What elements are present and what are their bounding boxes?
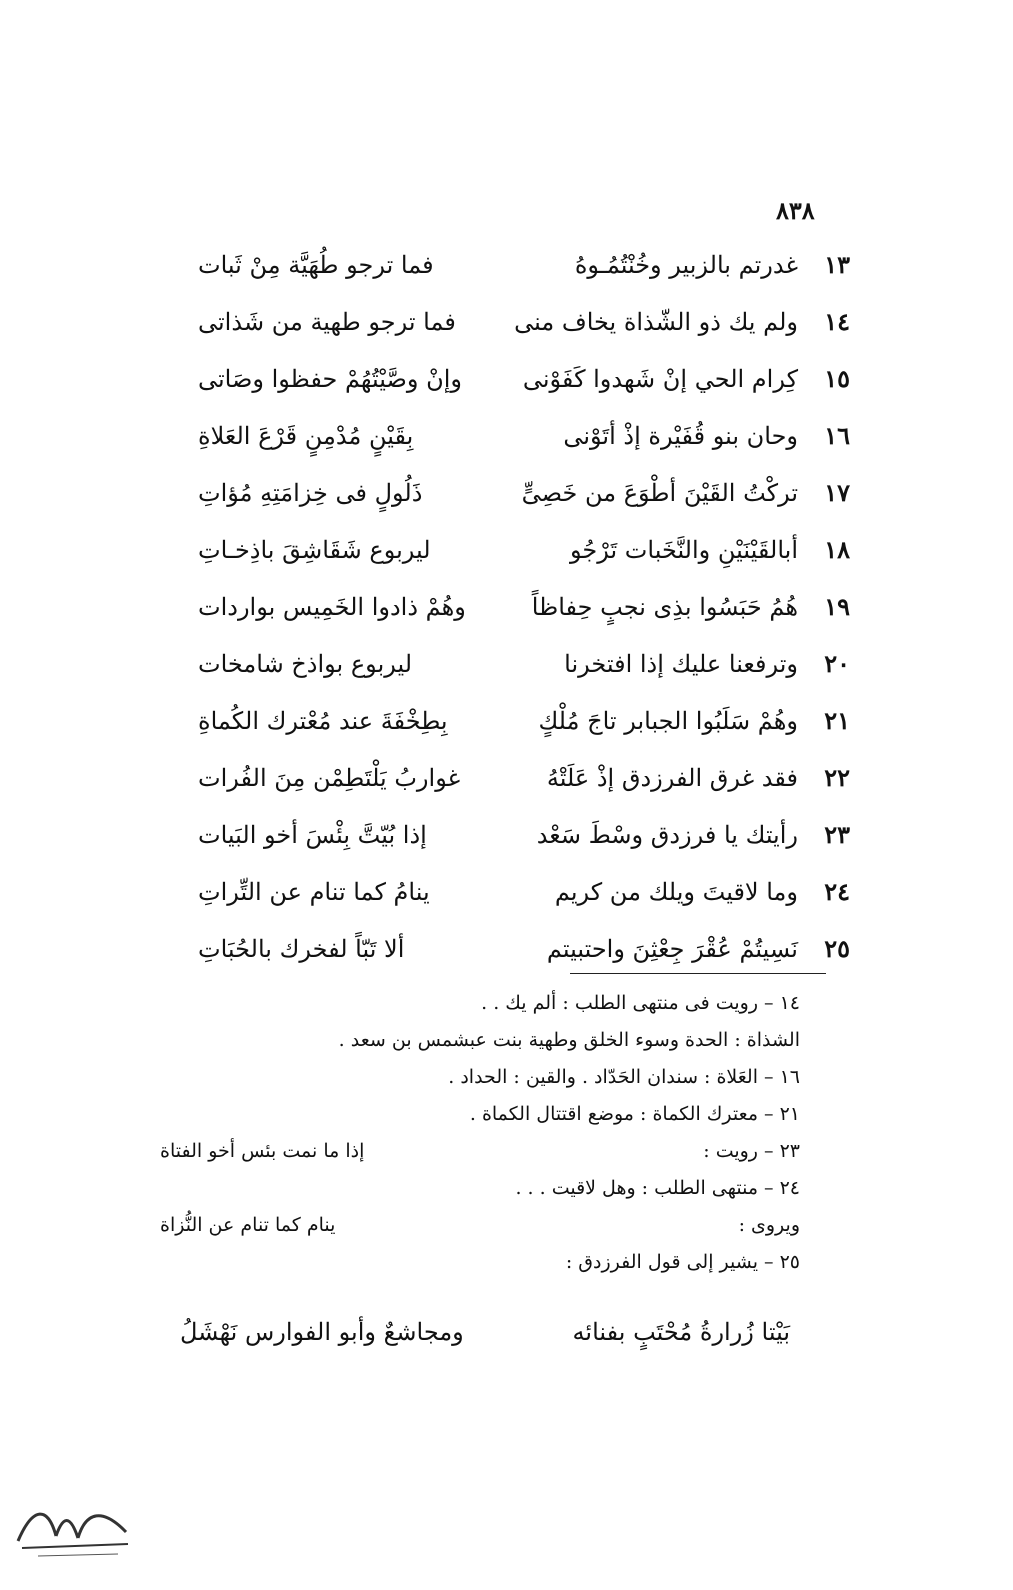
footnote-text: ١٤ – رويت فى منتهى الطلب : ألم يك . .	[481, 992, 800, 1014]
footnote-line	[160, 1096, 800, 1133]
verse-second-hemistich: بِطِخْفَةَ عند مُعْترك الكُماةِ	[198, 706, 448, 735]
footnote-text: الشذاة : الحدة وسوء الخلق وطهية بنت عبشمس بن سعد .	[338, 1029, 800, 1051]
verse-list	[190, 236, 850, 977]
footnote-line	[160, 1244, 800, 1281]
verse-first-hemistich: فقد غرق الفرزدق إذْ عَلَتْهُ	[546, 763, 798, 792]
verse-line	[190, 806, 850, 863]
verse-line	[190, 863, 850, 920]
verse-second-hemistich: ليربوع بواذخ شامخات	[198, 649, 413, 678]
verse-first-hemistich: ولم يك ذو الشّذاة يخاف منى	[514, 307, 798, 336]
verse-first-hemistich: تركْتُ القَيْنَ أطْوَعَ من خَصِىٍّ	[521, 478, 798, 507]
library-seal-icon	[8, 1486, 138, 1566]
verse-second-hemistich: ذَلُولٍ فى خِزامَتِهِ مُؤاتِ	[198, 478, 423, 507]
verse-second-hemistich: ينامُ كما تنام عن التِّراتِ	[198, 877, 430, 906]
footnote-text: ٢١ – معترك الكماة : موضع اقتتال الكماة .	[469, 1103, 800, 1125]
verse-first-hemistich: هُمُ حَبَسُوا بذِى نجبٍ حِفاظاً	[531, 592, 798, 621]
footnote-text: ١٦ – العَلاة : سندان الحَدّاد . والقين : الحداد .	[448, 1066, 800, 1088]
verse-second-hemistich: فما ترجو طُهَيَّة مِنْ ثَبات	[198, 250, 434, 279]
quoted-couplet	[180, 1318, 790, 1346]
footnote-line	[160, 1207, 800, 1244]
verse-first-hemistich: أبالقَيْنَيْنِ والنَّخَبات تَرْجُو	[570, 535, 798, 564]
verse-second-hemistich: بِقَيْنٍ مُدْمِنٍ قَرْعَ العَلاةِ	[198, 421, 414, 450]
verse-line	[190, 920, 850, 977]
verse-number: ١٩	[824, 592, 850, 621]
verse-first-hemistich: وحان بنو قُفَيْرة إذْ أتَوْنى	[563, 421, 798, 450]
verse-first-hemistich: غدرتم بالزبير وخُنْتُمُـوهُ	[574, 250, 798, 279]
verse-number: ٢٠	[824, 649, 850, 678]
verse-first-hemistich: كِرام الحي إنْ شَهدوا كَفَوْنى	[522, 364, 798, 393]
page-number: ٨٣٨	[776, 196, 815, 225]
verse-number: ١٥	[824, 364, 850, 393]
verse-number: ١٨	[824, 535, 850, 564]
couplet-second-hemistich: ومجاشعٌ وأبو الفوارس نَهْشَلُ	[180, 1318, 464, 1346]
footnote-text: ويروى :	[738, 1214, 800, 1236]
footnotes	[160, 985, 800, 1281]
verse-first-hemistich: وهُمْ سَلَبُوا الجبابر تاجَ مُلْكٍ	[538, 706, 798, 735]
couplet-first-hemistich: بَيْتا زُرارةُ مُحْتَبٍ بفنائه	[572, 1318, 790, 1346]
verse-number: ٢١	[824, 706, 850, 735]
verse-number: ١٣	[824, 250, 850, 279]
verse-number: ٢٤	[824, 877, 850, 906]
verse-number: ١٦	[824, 421, 850, 450]
footnote-variant: إذا ما نمت بئس أخو الفتاة	[160, 1140, 365, 1162]
verse-number: ١٤	[824, 307, 850, 336]
footnote-line	[160, 1059, 800, 1096]
verse-line	[190, 236, 850, 293]
verse-first-hemistich: رأيتك يا فرزدق وسْطَ سَعْد	[536, 820, 798, 849]
verse-line	[190, 293, 850, 350]
verse-number: ٢٣	[824, 820, 850, 849]
verse-first-hemistich: وترفعنا عليك إذا افتخرنا	[564, 649, 798, 678]
footnote-line	[160, 1133, 800, 1170]
footnote-line	[160, 1170, 800, 1207]
verse-second-hemistich: ليربوع شَقَاشِقَ باذِخـاتِ	[198, 535, 431, 564]
verse-second-hemistich: غواربُ يَلْتَطِمْن مِنَ الفُرات	[198, 763, 461, 792]
footnote-text: ٢٤ – منتهى الطلب : وهل لاقيت . . .	[515, 1177, 800, 1199]
verse-line	[190, 578, 850, 635]
verse-line	[190, 749, 850, 806]
footnote-text: ٢٥ – يشير إلى قول الفرزدق :	[565, 1251, 800, 1273]
footnote-line	[160, 985, 800, 1022]
verse-line	[190, 635, 850, 692]
verse-second-hemistich: ألا تَبّاً لفخرك بالحُبَاتِ	[198, 934, 405, 963]
verse-line	[190, 350, 850, 407]
verse-line	[190, 692, 850, 749]
verse-first-hemistich: وما لاقيتَ ويلك من كريم	[554, 877, 798, 906]
footnote-variant: ينام كما تنام عن النُّزاة	[160, 1214, 336, 1236]
verse-line	[190, 464, 850, 521]
verse-line	[190, 521, 850, 578]
verse-number: ١٧	[824, 478, 850, 507]
footnote-line	[160, 1022, 800, 1059]
verse-first-hemistich: نَسِيتُمْ عُقْرَ جِعْثِنَ واحتبيتم	[546, 934, 798, 963]
verse-second-hemistich: إذا بُيّتَّ بِئْسَ أخو البَيات	[198, 820, 427, 849]
verse-second-hemistich: فما ترجو طهية من شَذاتى	[198, 307, 456, 336]
footnote-text: ٢٣ – رويت :	[703, 1140, 800, 1162]
footnote-divider	[570, 973, 826, 974]
verse-number: ٢٢	[824, 763, 850, 792]
verse-second-hemistich: وهُمْ ذادوا الخَمِيس بواردات	[198, 592, 466, 621]
verse-number: ٢٥	[824, 934, 850, 963]
verse-line	[190, 407, 850, 464]
verse-second-hemistich: وإنْ وصَّيْتُهُمْ حفظوا وصَاتى	[198, 364, 462, 393]
